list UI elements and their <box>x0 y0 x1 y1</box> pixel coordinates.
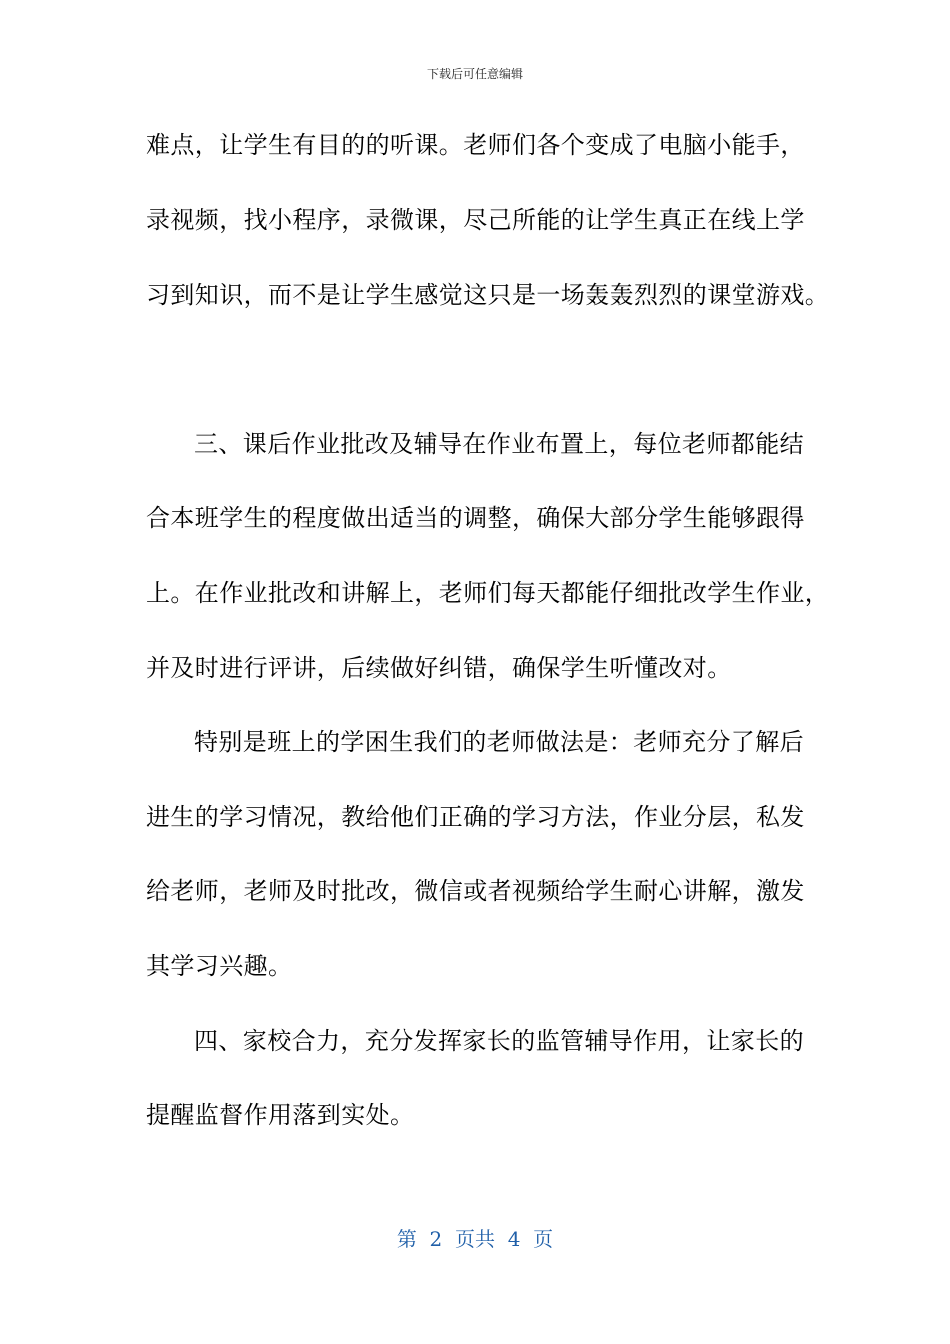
text-line: 难点，让学生有目的的听课。老师们各个变成了电脑小能手， <box>146 131 805 159</box>
text-line: 四、家校合力，充分发挥家长的监管辅导作用，让家长的 <box>194 1027 804 1055</box>
text-line: 上。在作业批改和讲解上，老师们每天都能仔细批改学生作业， <box>146 579 830 607</box>
text-line: 进生的学习情况，教给他们正确的学习方法，作业分层，私发 <box>146 803 805 831</box>
text-line: 提醒监督作用落到实处。 <box>146 1101 415 1129</box>
text-line: 并及时进行评讲，后续做好纠错，确保学生听懂改对。 <box>146 654 732 682</box>
page-header: 下载后可任意编辑 <box>426 67 523 81</box>
text-line: 合本班学生的程度做出适当的调整，确保大部分学生能够跟得 <box>146 504 805 532</box>
text-line: 习到知识，而不是让学生感觉这只是一场轰轰烈烈的课堂游戏。 <box>146 281 830 309</box>
text-line: 其学习兴趣。 <box>146 952 293 980</box>
text-line: 特别是班上的学困生我们的老师做法是：老师充分了解后 <box>194 728 804 756</box>
text-line: 给老师，老师及时批改，微信或者视频给学生耐心讲解，激发 <box>146 877 805 905</box>
page-number-footer: 第 2 页共 4 页 <box>396 1227 554 1251</box>
text-line: 录视频，找小程序，录微课，尽己所能的让学生真正在线上学 <box>146 206 805 234</box>
text-line: 三、课后作业批改及辅导在作业布置上，每位老师都能结 <box>194 430 804 458</box>
